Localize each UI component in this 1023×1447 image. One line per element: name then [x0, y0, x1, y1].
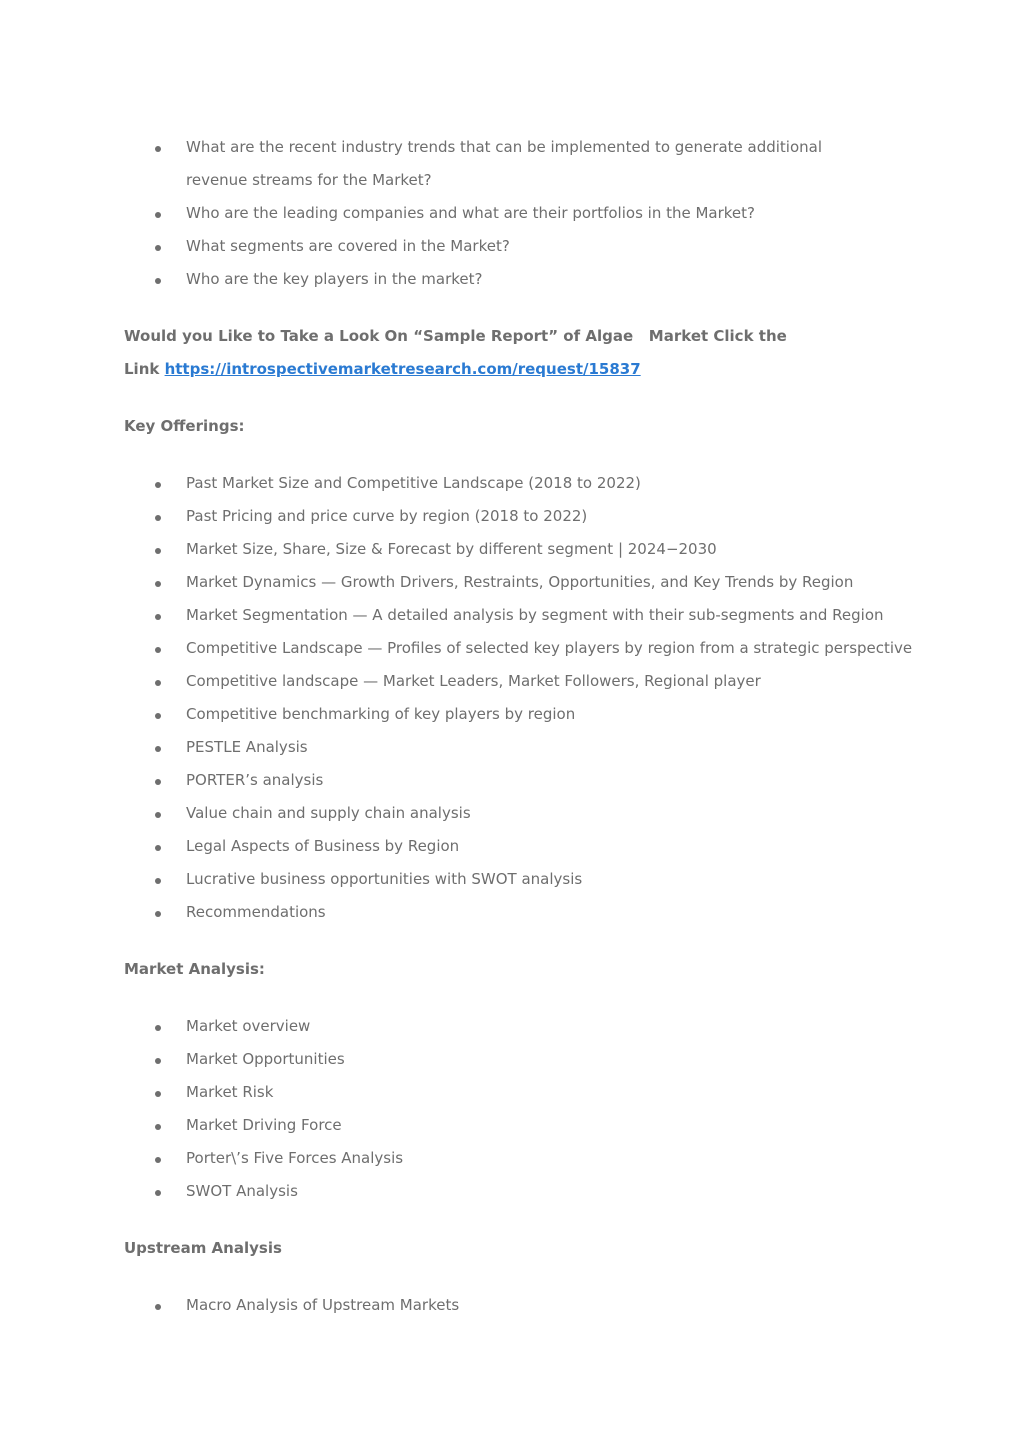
- list-item: [124, 1142, 914, 1175]
- list-item-text: Competitive Landscape — Profiles of selected key players by region from a strategic perspective: [186, 639, 913, 657]
- bullet-icon: [155, 911, 161, 917]
- list-item: [124, 698, 914, 731]
- bullet-icon: [155, 746, 161, 752]
- list-item-text: Competitive benchmarking of key players by region: [186, 705, 576, 723]
- list-item: [124, 797, 914, 830]
- list-item: [124, 566, 914, 599]
- list-item-text: Market Segmentation — A detailed analysis by segment with their sub-segments and Region: [186, 606, 884, 624]
- list-item-text: Recommendations: [186, 903, 326, 921]
- list-item: [124, 131, 886, 197]
- list-item-text: Past Pricing and price curve by region (2018 to 2022): [186, 507, 588, 525]
- list-item-text: Market overview: [186, 1017, 311, 1035]
- bullet-icon: [155, 1058, 161, 1064]
- list-item-text: Porter\’s Five Forces Analysis: [186, 1149, 404, 1167]
- bullet-icon: [155, 1157, 161, 1163]
- list-item-text: Market Risk: [186, 1083, 274, 1101]
- key-offerings-list: [124, 467, 914, 929]
- list-item: [124, 863, 914, 896]
- bullet-icon: [155, 845, 161, 851]
- bullet-icon: [155, 1304, 161, 1310]
- market-analysis-heading: Market Analysis:: [124, 960, 265, 978]
- bullet-icon: [155, 812, 161, 818]
- spacer: [124, 1265, 914, 1289]
- upstream-analysis-heading: Upstream Analysis: [124, 1239, 282, 1257]
- bullet-icon: [155, 245, 161, 251]
- list-item: [124, 1109, 914, 1142]
- list-item-text: SWOT Analysis: [186, 1182, 298, 1200]
- spacer: [124, 386, 914, 410]
- list-item: [124, 263, 914, 296]
- list-item: [124, 1289, 914, 1322]
- list-item: [124, 1175, 914, 1208]
- list-item-text: Competitive landscape — Market Leaders, Market Followers, Regional player: [186, 672, 761, 690]
- list-item-text: Lucrative business opportunities with SWOT analysis: [186, 870, 583, 888]
- list-item: [124, 665, 914, 698]
- list-item-text: Who are the leading companies and what are their portfolios in the Market?: [186, 204, 756, 222]
- list-item: [124, 731, 914, 764]
- bullet-icon: [155, 1025, 161, 1031]
- list-item-text: Who are the key players in the market?: [186, 270, 483, 288]
- list-item: [124, 632, 914, 665]
- upstream-analysis-list: [124, 1289, 914, 1322]
- spacer: [124, 443, 914, 467]
- document-body: [124, 131, 914, 1322]
- list-item: [124, 599, 914, 632]
- list-item: [124, 896, 914, 929]
- list-item: [124, 764, 914, 797]
- spacer: [124, 929, 914, 953]
- list-item: [124, 533, 914, 566]
- list-item-text: What are the recent industry trends that can be implemented to generate additional revenue streams for the Market?: [186, 138, 823, 189]
- list-item-text: Market Opportunities: [186, 1050, 345, 1068]
- list-item-text: Market Driving Force: [186, 1116, 342, 1134]
- list-item: [124, 467, 914, 500]
- spacer: [124, 986, 914, 1010]
- spacer: [124, 296, 914, 320]
- bullet-icon: [155, 278, 161, 284]
- bullet-icon: [155, 878, 161, 884]
- bullet-icon: [155, 1091, 161, 1097]
- list-item: [124, 197, 914, 230]
- list-item: [124, 1076, 914, 1109]
- list-item-text: Market Dynamics — Growth Drivers, Restraints, Opportunities, and Key Trends by Region: [186, 573, 854, 591]
- list-item-text: Macro Analysis of Upstream Markets: [186, 1296, 460, 1314]
- list-item-text: Legal Aspects of Business by Region: [186, 837, 460, 855]
- list-item: [124, 830, 914, 863]
- key-offerings-heading: Key Offerings:: [124, 417, 245, 435]
- bullet-icon: [155, 581, 161, 587]
- list-item-text: PORTER’s analysis: [186, 771, 324, 789]
- list-item-text: PESTLE Analysis: [186, 738, 308, 756]
- link-prefix: Link: [124, 360, 165, 378]
- list-item: [124, 230, 914, 263]
- bullet-icon: [155, 548, 161, 554]
- list-item: [124, 1010, 914, 1043]
- bullet-icon: [155, 212, 161, 218]
- bullet-icon: [155, 1124, 161, 1130]
- list-item-text: Past Market Size and Competitive Landscape (2018 to 2022): [186, 474, 641, 492]
- list-item: [124, 1043, 914, 1076]
- sample-report-link[interactable]: https://introspectivemarketresearch.com/request/15837: [164, 360, 641, 378]
- bullet-icon: [155, 614, 161, 620]
- market-analysis-list: [124, 1010, 914, 1208]
- intro-question-list: [124, 131, 914, 296]
- list-item-text: What segments are covered in the Market?: [186, 237, 510, 255]
- sample-report-link-line: [124, 353, 914, 386]
- bullet-icon: [155, 647, 161, 653]
- spacer: [124, 1208, 914, 1232]
- bullet-icon: [155, 680, 161, 686]
- sample-report-prompt: Would you Like to Take a Look On “Sample Report” of Algae Market Click the: [124, 327, 787, 345]
- bullet-icon: [155, 1190, 161, 1196]
- bullet-icon: [155, 146, 161, 152]
- bullet-icon: [155, 515, 161, 521]
- bullet-icon: [155, 482, 161, 488]
- list-item-text: Value chain and supply chain analysis: [186, 804, 471, 822]
- list-item: [124, 500, 914, 533]
- bullet-icon: [155, 779, 161, 785]
- bullet-icon: [155, 713, 161, 719]
- list-item-text: Market Size, Share, Size & Forecast by different segment | 2024−2030: [186, 540, 717, 558]
